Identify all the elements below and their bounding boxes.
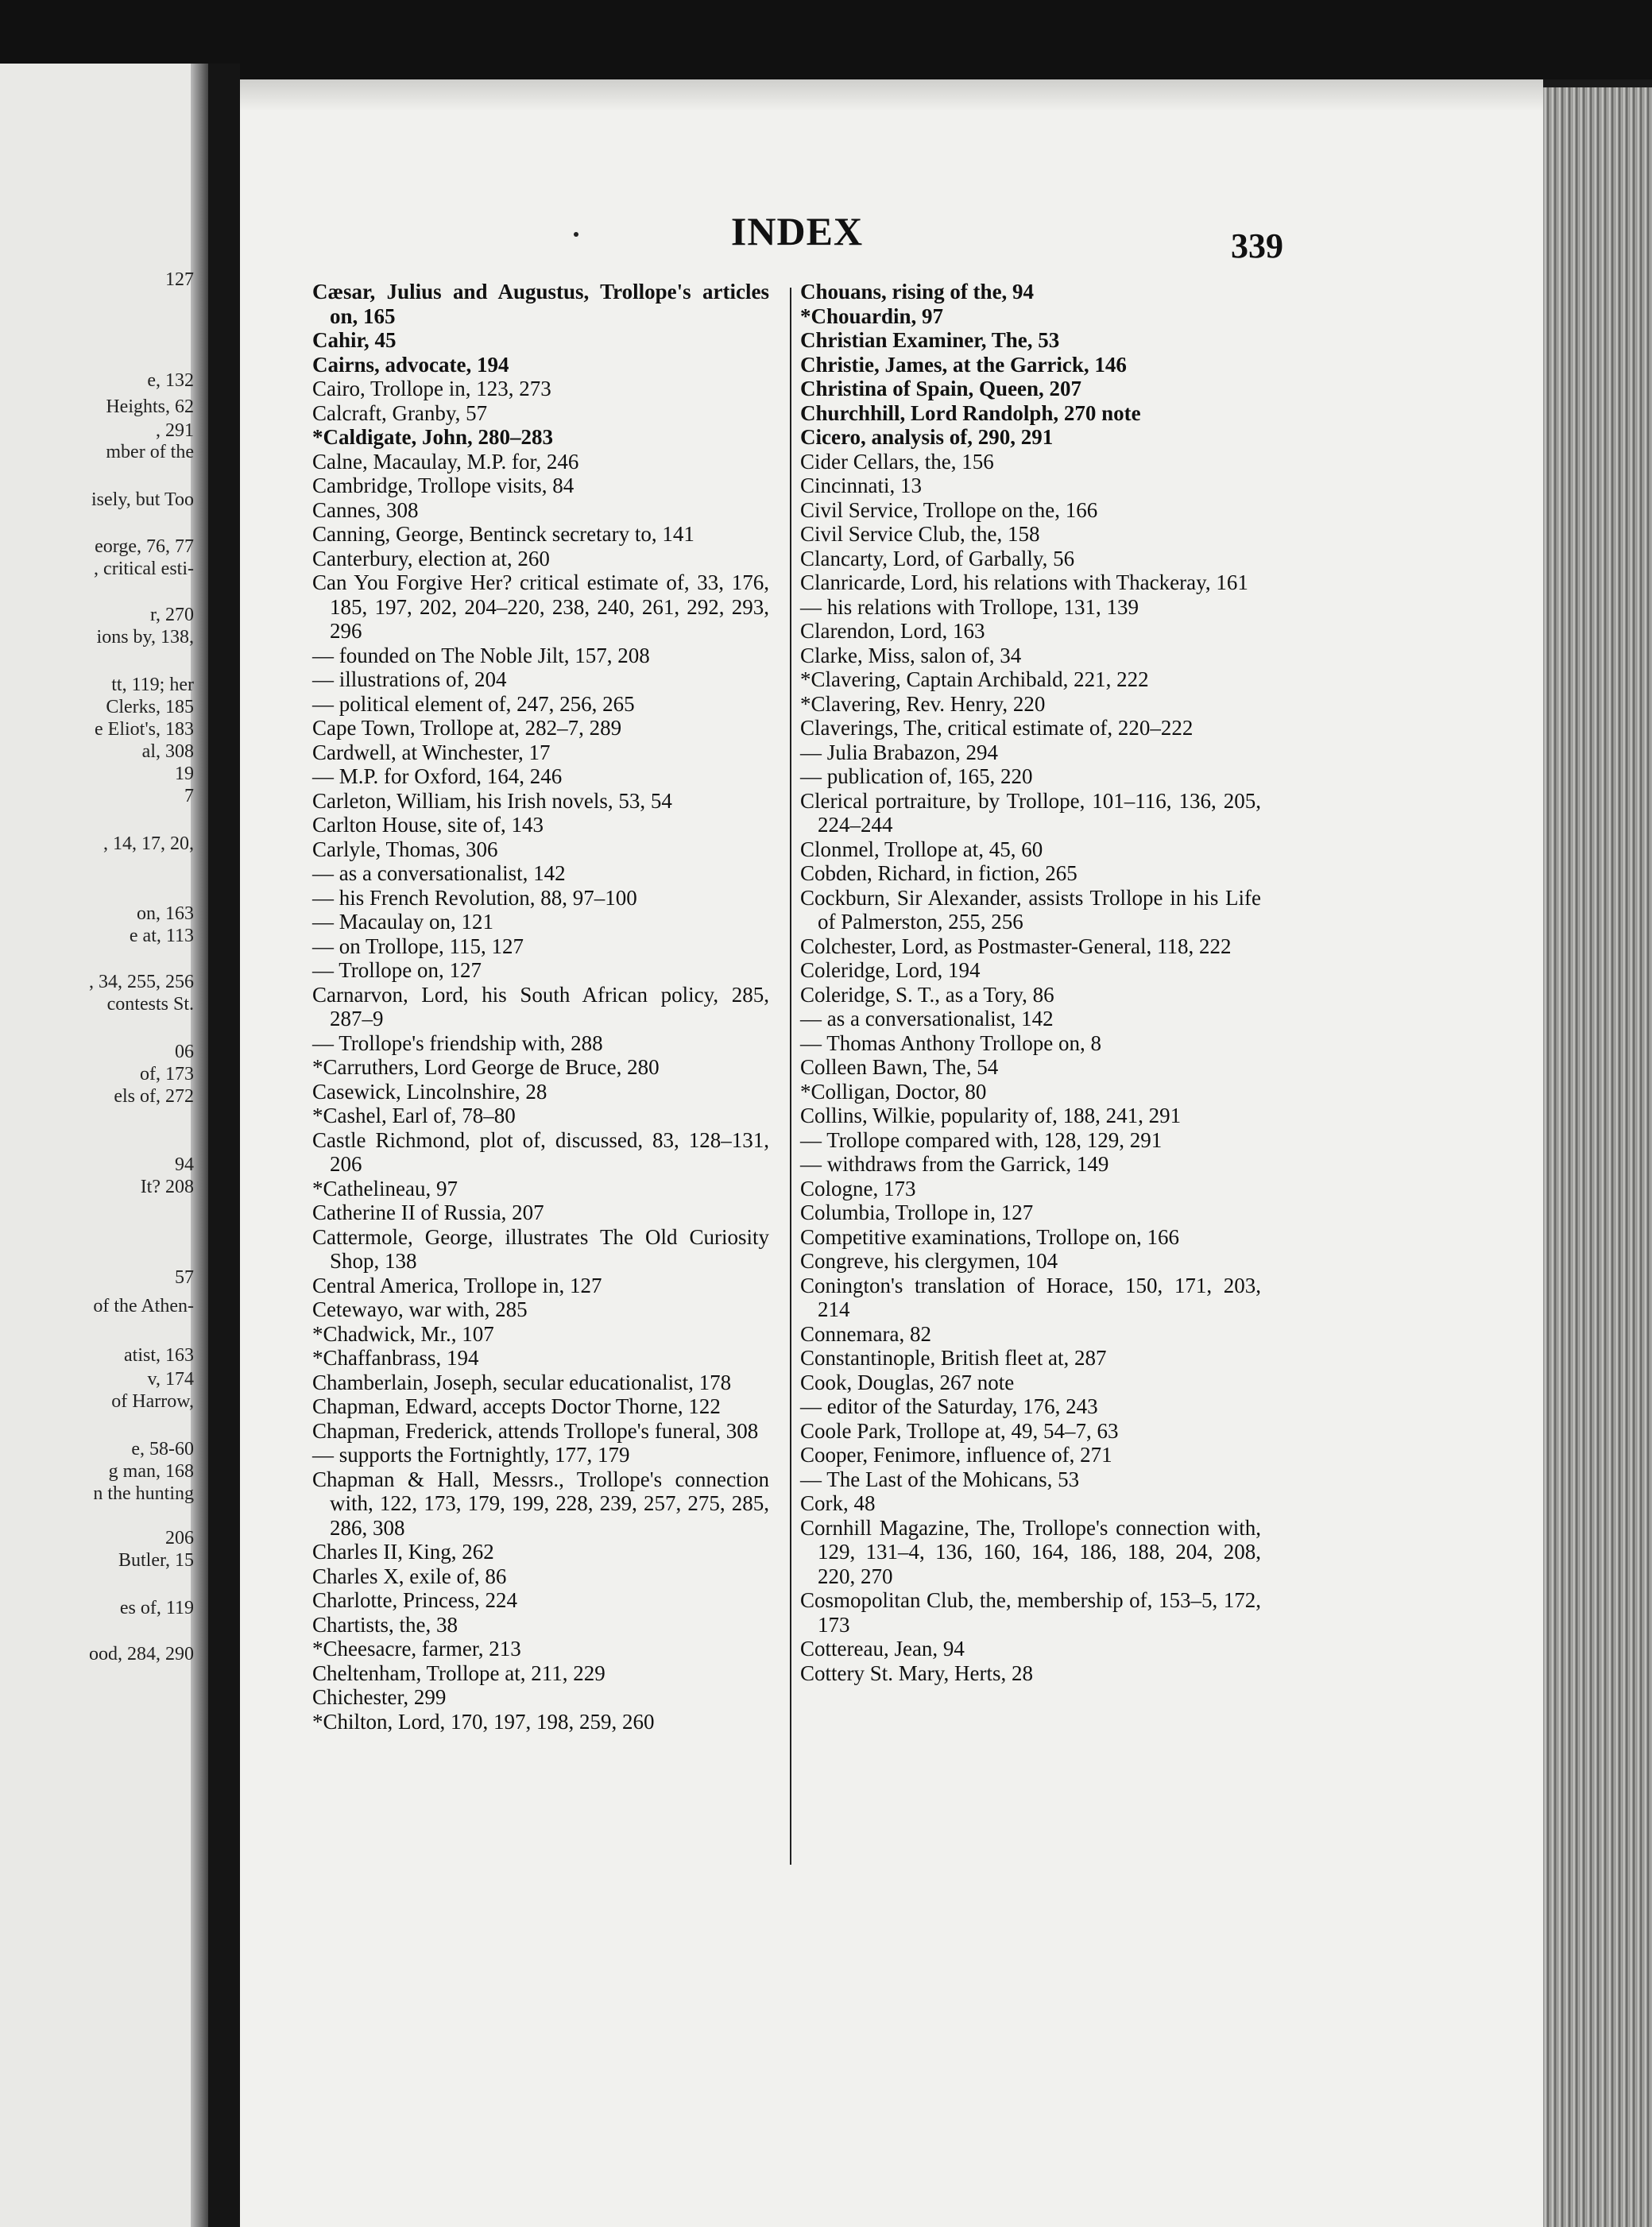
index-entry: Cottery St. Mary, Herts, 28 [800,1661,1033,1685]
index-entry: Claverings, The, critical estimate of, 220–222 [800,716,1194,740]
index-entry: Coleridge, S. T., as a Tory, 86 [800,982,1054,1007]
index-entry: Cooper, Fenimore, influence of, 271 [800,1443,1112,1467]
index-entry: Chamberlain, Joseph, secular educationalist, 178 [312,1370,732,1394]
left-fragment: e at, 113 [129,926,194,946]
index-entry: Cobden, Richard, in fiction, 265 [800,861,1077,885]
left-fragment: n the hunting [93,1483,194,1504]
index-entry: — as a conversationalist, 142 [800,1007,1054,1030]
index-entry: Cairns, advocate, 194 [312,352,509,377]
index-entry: Clonmel, Trollope at, 45, 60 [800,837,1043,861]
index-entry: *Colligan, Doctor, 80 [800,1079,987,1104]
index-entry: Cahir, 45 [312,328,397,352]
running-head: INDEX [730,209,864,253]
index-entry: Charles X, exile of, 86 [312,1564,507,1588]
left-fragment: , 34, 255, 256 [89,972,194,992]
index-entry: Canterbury, election at, 260 [312,546,550,570]
left-fragment: es of, 119 [119,1598,194,1618]
index-entry: *Caldigate, John, 280–283 [312,425,554,449]
index-entry: *Chilton, Lord, 170, 197, 198, 259, 260 [312,1709,655,1734]
left-fragment: 206 [165,1528,194,1548]
index-entry: Chichester, 299 [312,1685,447,1709]
left-fragment: 127 [165,269,194,290]
index-entry: Charles II, King, 262 [312,1540,494,1564]
left-fragment: of the Athen- [93,1296,194,1316]
index-entry: Central America, Trollope in, 127 [312,1273,602,1297]
index-entry: Charlotte, Princess, 224 [312,1588,517,1612]
left-fragment: atist, 163 [124,1345,194,1366]
index-entry: Cider Cellars, the, 156 [800,449,994,474]
index-entry: *Carruthers, Lord George de Bruce, 280 [312,1055,660,1079]
index-entry: Chapman, Edward, accepts Doctor Thorne, 122 [312,1394,721,1418]
index-entry: — his French Revolution, 88, 97–100 [312,885,637,910]
index-entry: Clancarty, Lord, of Garbally, 56 [800,546,1075,570]
index-entry: — Trollope on, 127 [312,958,482,982]
index-entry: Carlton House, site of, 143 [312,813,544,837]
index-column-right [800,280,1261,1685]
index-entry: Castle Richmond, plot of, discussed, 83, 128–131, 206 [312,1127,769,1176]
ink-speck [574,232,578,237]
left-fragment: 7 [184,786,194,806]
left-fragment: of, 173 [140,1064,194,1085]
left-fragment: 19 [175,764,194,784]
index-entry: Cambridge, Trollope visits, 84 [312,474,575,497]
index-entry: *Chaffanbrass, 194 [312,1346,479,1370]
index-entry: Carlyle, Thomas, 306 [312,837,498,861]
index-entry: — on Trollope, 115, 127 [312,934,524,958]
index-entry: *Cathelineau, 97 [312,1176,458,1200]
index-entry: Conington's translation of Horace, 150, 171, 203, 214 [800,1273,1261,1321]
index-entry: Cairo, Trollope in, 123, 273 [312,377,551,400]
index-entry: Cornhill Magazine, The, Trollope's connection with, 129, 131–4, 136, 160, 164, 186, 188, 204, 208, 220, 270 [800,1515,1261,1588]
index-entry: Cosmopolitan Club, the, membership of, 153–5, 172, 173 [800,1588,1261,1637]
scan-top-background [0,0,1652,79]
index-entry: *Clavering, Rev. Henry, 220 [800,691,1046,716]
index-entry: *Chouardin, 97 [800,304,944,328]
index-entry: — The Last of the Mohicans, 53 [800,1467,1080,1491]
left-fragment: mber of the [106,442,194,462]
left-fragment: 57 [175,1267,194,1288]
left-fragment: ions by, 138, [96,627,194,648]
index-entry: *Cashel, Earl of, 78–80 [312,1104,516,1127]
index-entry: Civil Service, Trollope on the, 166 [800,497,1098,522]
index-entry: — withdraws from the Garrick, 149 [800,1152,1109,1176]
index-entry: Casewick, Lincolnshire, 28 [312,1079,547,1104]
index-entry: Carnarvon, Lord, his South African policy, 285, 287–9 [312,982,769,1030]
index-entry: — Julia Brabazon, 294 [800,740,998,764]
index-entry: Christie, James, at the Garrick, 146 [800,352,1127,377]
index-entry: Clanricarde, Lord, his relations with Thackeray, 161 [800,570,1248,594]
index-entry: Catherine II of Russia, 207 [312,1200,544,1224]
index-entry: — Trollope's friendship with, 288 [312,1030,603,1055]
index-entry: — Thomas Anthony Trollope on, 8 [800,1030,1102,1055]
left-fragment: It? 208 [140,1177,194,1197]
index-entry: Churchhill, Lord Randolph, 270 note [800,400,1141,425]
index-entry: Chartists, the, 38 [312,1612,458,1637]
index-entry: Clerical portraiture, by Trollope, 101–116, 136, 205, 224–244 [800,788,1261,837]
book-gutter [208,64,240,2227]
column-rule [790,288,791,1865]
index-entry: Connemara, 82 [800,1321,931,1346]
index-entry: *Chadwick, Mr., 107 [312,1321,494,1346]
left-fragment: r, 270 [149,605,194,625]
index-entry: Congreve, his clergymen, 104 [800,1249,1058,1273]
index-entry: — Macaulay on, 121 [312,910,493,934]
index-entry: Cæsar, Julius and Augustus, Trollope's articles on, 165 [312,280,769,328]
index-entry: Carleton, William, his Irish novels, 53, 54 [312,788,672,813]
index-entry: Clarendon, Lord, 163 [800,619,985,643]
left-fragment: e, 132 [147,370,194,391]
left-fragment: 94 [175,1154,194,1175]
index-entry: Cincinnati, 13 [800,474,922,497]
index-entry: — publication of, 165, 220 [800,764,1033,788]
index-entry: — M.P. for Oxford, 164, 246 [312,764,563,788]
left-fragment: ood, 284, 290 [89,1644,194,1664]
index-entry: Cetewayo, war with, 285 [312,1297,528,1321]
left-fragment: v, 174 [147,1369,194,1390]
left-fragment: isely, but Too [91,489,194,510]
left-fragment: Butler, 15 [118,1550,194,1571]
index-entry: Canning, George, Bentinck secretary to, 141 [312,522,694,546]
index-entry: — political element of, 247, 256, 265 [312,691,635,716]
index-entry: — as a conversationalist, 142 [312,861,566,885]
left-fragment: e Eliot's, 183 [95,719,194,740]
index-entry: — editor of the Saturday, 176, 243 [800,1394,1098,1418]
index-entry: Competitive examinations, Trollope on, 166 [800,1224,1179,1249]
index-entry: — supports the Fortnightly, 177, 179 [312,1443,630,1467]
index-entry: Cockburn, Sir Alexander, assists Trollope in his Life of Palmerston, 255, 256 [800,885,1261,934]
index-entry: Colchester, Lord, as Postmaster-General, 118, 222 [800,934,1232,958]
left-fragment: on, 163 [137,903,194,924]
left-fragment: g man, 168 [108,1461,194,1482]
index-entry: Cook, Douglas, 267 note [800,1370,1015,1394]
left-fragment: , critical esti- [94,559,194,579]
page-edges [1543,87,1652,2227]
index-entry: Chapman & Hall, Messrs., Trollope's connection with, 122, 173, 179, 199, 228, 239, 257, 275, 285, 286, 308 [312,1467,769,1540]
index-entry: Cheltenham, Trollope at, 211, 229 [312,1661,605,1685]
left-fragment: , 14, 17, 20, [103,833,194,854]
index-column-left [312,280,769,1734]
index-entry: — founded on The Noble Jilt, 157, 208 [312,643,650,667]
index-entry: Columbia, Trollope in, 127 [800,1200,1034,1224]
index-entry: Chapman, Frederick, attends Trollope's funeral, 308 [312,1418,759,1443]
index-entry: — his relations with Trollope, 131, 139 [800,594,1139,619]
index-entry: — Trollope compared with, 128, 129, 291 [800,1127,1163,1152]
index-entry: Cannes, 308 [312,497,419,522]
index-entry: Collins, Wilkie, popularity of, 188, 241, 291 [800,1104,1182,1127]
left-fragment: , 291 [156,420,194,441]
index-entry: Cologne, 173 [800,1176,916,1200]
index-entry: Cottereau, Jean, 94 [800,1637,965,1661]
index-entry: Cape Town, Trollope at, 282–7, 289 [312,716,622,740]
index-entry: Cork, 48 [800,1491,876,1515]
index-entry: Coole Park, Trollope at, 49, 54–7, 63 [800,1418,1119,1443]
page-number: 339 [1231,226,1283,265]
index-entry: Cardwell, at Winchester, 17 [312,740,551,764]
left-fragment: els of, 272 [114,1086,194,1107]
index-entry: Christian Examiner, The, 53 [800,328,1060,352]
index-entry: Cattermole, George, illustrates The Old Curiosity Shop, 138 [312,1224,769,1273]
left-fragment: eorge, 76, 77 [95,536,194,557]
page-shadow [240,79,1543,111]
index-entry: Calcraft, Granby, 57 [312,400,488,425]
index-entry: Constantinople, British fleet at, 287 [800,1346,1107,1370]
left-fragment: al, 308 [141,741,194,762]
index-entry: Colleen Bawn, The, 54 [800,1055,999,1079]
index-entry: Calne, Macaulay, M.P. for, 246 [312,449,579,474]
left-fragment: 06 [175,1042,194,1062]
index-entry: Chouans, rising of the, 94 [800,280,1035,304]
index-entry: — illustrations of, 204 [312,667,507,691]
left-fragment: of Harrow, [111,1391,194,1412]
left-fragment: e, 58-60 [131,1439,194,1460]
index-entry: Cicero, analysis of, 290, 291 [800,425,1054,449]
index-entry: *Cheesacre, farmer, 213 [312,1637,521,1661]
index-entry: Christina of Spain, Queen, 207 [800,377,1082,400]
index-entry: Clarke, Miss, salon of, 34 [800,643,1022,667]
left-fragment: tt, 119; her [111,675,194,695]
index-entry: Civil Service Club, the, 158 [800,522,1040,546]
left-fragment: contests St. [106,994,194,1015]
index-entry: Can You Forgive Her? critical estimate of, 33, 176, 185, 197, 202, 204–220, 238, 240, 261, 292, 293, 296 [312,570,769,643]
left-fragment: Heights, 62 [106,396,194,417]
index-entry: Coleridge, Lord, 194 [800,958,981,982]
left-fragment: Clerks, 185 [106,697,194,717]
index-entry: *Clavering, Captain Archibald, 221, 222 [800,667,1149,691]
facing-page-fragment [0,64,208,2227]
